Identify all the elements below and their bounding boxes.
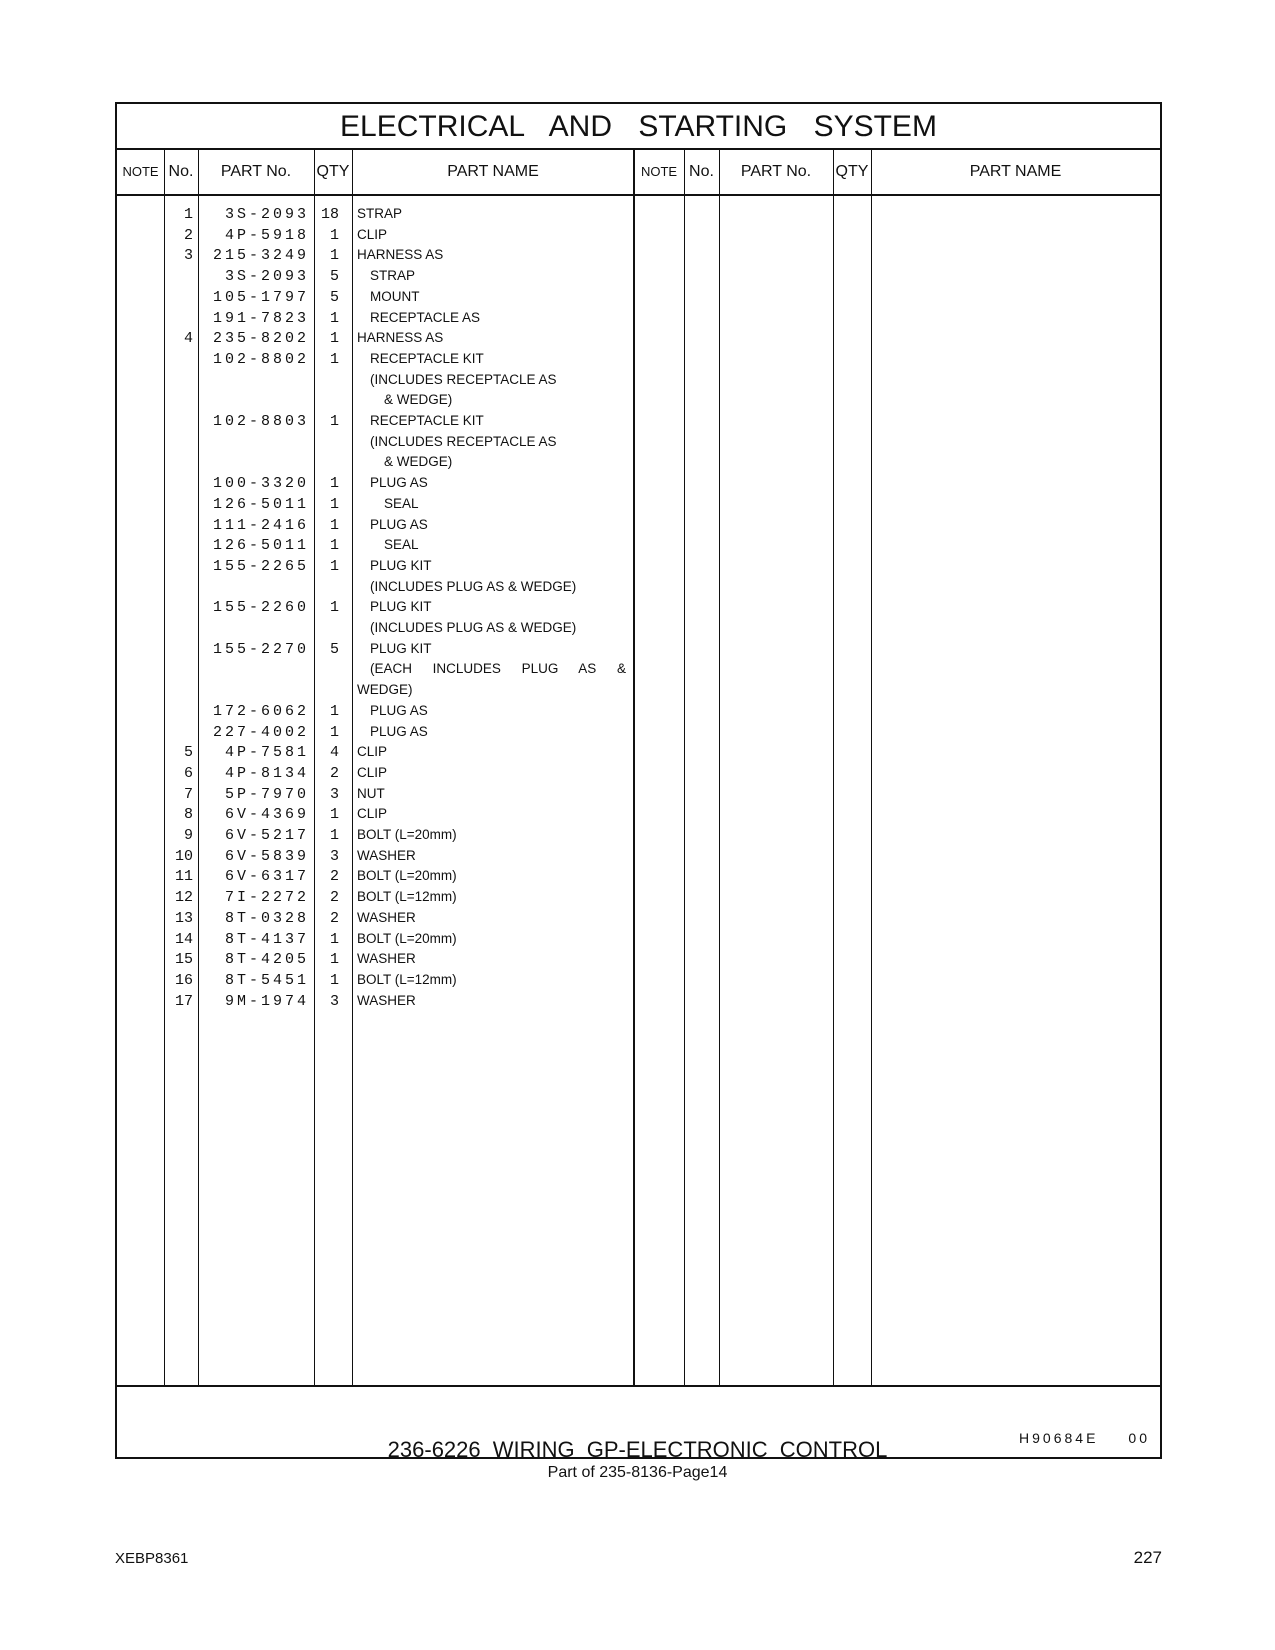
item-number: 15 <box>174 951 193 969</box>
item-number: 10 <box>174 847 193 865</box>
item-number: 3 <box>183 247 193 265</box>
item-number: 12 <box>174 889 193 907</box>
quantity: 1 <box>329 930 339 948</box>
part-number: 3S-2093 <box>224 268 309 286</box>
quantity: 2 <box>329 764 339 782</box>
part-name: NUT <box>357 785 385 801</box>
quantity: 1 <box>329 495 339 513</box>
part-name: PLUG AS <box>370 723 428 739</box>
quantity: 2 <box>329 889 339 907</box>
header-no: No. <box>168 163 194 180</box>
part-name: & WEDGE) <box>384 392 453 408</box>
part-name: CLIP <box>357 806 388 822</box>
part-number: 126-5011 <box>212 495 309 513</box>
quantity: 1 <box>329 475 339 493</box>
part-number: 155-2265 <box>212 557 309 575</box>
quantity: 2 <box>329 868 339 886</box>
part-number: 227-4002 <box>212 723 309 741</box>
part-name: (EACH INCLUDES PLUG AS & <box>370 661 626 677</box>
quantity: 1 <box>329 247 339 265</box>
part-name: PLUG AS <box>370 516 428 532</box>
group-caption-subtitle: Part of 235-8136-Page14 <box>547 1464 728 1481</box>
column-divider <box>352 150 353 1385</box>
part-name: CLIP <box>357 744 388 760</box>
part-number: 155-2260 <box>212 599 309 617</box>
quantity: 1 <box>329 413 339 430</box>
column-divider <box>198 150 199 1385</box>
part-number: 6V-4369 <box>224 806 309 824</box>
part-name: BOLT (L=20mm) <box>357 930 457 946</box>
part-number: 100-3320 <box>212 475 309 493</box>
item-number: 7 <box>183 785 193 803</box>
quantity: 1 <box>329 702 339 720</box>
part-number: 102-8803 <box>212 413 309 430</box>
item-number: 9 <box>183 827 193 844</box>
quantity: 1 <box>329 330 339 348</box>
column-divider <box>833 150 834 1385</box>
quantity: 1 <box>329 537 339 555</box>
quantity: 18 <box>320 206 339 223</box>
quantity: 2 <box>329 909 339 927</box>
item-number: 8 <box>183 806 193 824</box>
part-number: 8T-4205 <box>224 951 309 969</box>
part-number: 5P-7970 <box>224 785 309 803</box>
part-number: 6V-5839 <box>224 847 309 865</box>
part-name: RECEPTACLE KIT <box>370 413 484 428</box>
part-number: 215-3249 <box>212 247 309 265</box>
part-name: WASHER <box>357 992 416 1008</box>
header-part-name: PART NAME <box>447 163 539 180</box>
part-name: WEDGE) <box>357 682 413 698</box>
part-name: PLUG AS <box>370 475 428 491</box>
item-number: 1 <box>183 206 193 223</box>
column-divider <box>719 150 720 1385</box>
part-number: 9M-1974 <box>224 992 309 1010</box>
part-name: RECEPTACLE KIT <box>370 350 484 366</box>
item-number: 6 <box>183 764 193 782</box>
part-number: 126-5011 <box>212 537 309 555</box>
header-qty: QTY <box>316 163 350 180</box>
part-number: 4P-7581 <box>224 744 309 762</box>
part-name: PLUG AS <box>370 702 428 718</box>
item-number: 17 <box>174 992 193 1010</box>
header-part-no: PART No. <box>220 163 292 180</box>
part-name: BOLT (L=12mm) <box>357 971 457 987</box>
part-name: HARNESS AS <box>357 247 444 263</box>
part-number: 111-2416 <box>212 516 309 534</box>
part-name: WASHER <box>357 847 416 863</box>
quantity: 1 <box>329 226 339 244</box>
part-number: 235-8202 <box>212 330 309 348</box>
item-number: 5 <box>183 744 193 762</box>
quantity: 5 <box>329 288 339 306</box>
part-number: 105-1797 <box>212 288 309 306</box>
part-name: RECEPTACLE AS <box>370 309 481 325</box>
parts-table-frame <box>115 102 1162 1459</box>
quantity: 1 <box>329 971 339 989</box>
item-number: 2 <box>183 226 193 244</box>
part-number: 4P-8134 <box>224 764 309 782</box>
quantity: 3 <box>329 847 339 865</box>
part-name: MOUNT <box>370 288 420 304</box>
item-number: 13 <box>174 909 193 927</box>
part-name: PLUG KIT <box>370 640 432 656</box>
part-name: (INCLUDES RECEPTACLE AS <box>370 433 557 449</box>
part-name: PLUG KIT <box>370 599 432 615</box>
part-name: BOLT (L=12mm) <box>357 889 457 905</box>
quantity: 1 <box>329 827 339 844</box>
table-bottom-divider <box>117 1385 1160 1387</box>
part-name: WASHER <box>357 909 416 925</box>
document-id: XEBP8361 <box>115 1550 189 1567</box>
item-number: 4 <box>183 330 193 348</box>
part-number: 8T-5451 <box>224 971 309 989</box>
illustration-code-rev: 00 <box>1128 1430 1150 1446</box>
part-number: 8T-4137 <box>224 930 309 948</box>
part-name: (INCLUDES PLUG AS & WEDGE) <box>370 620 577 635</box>
quantity: 1 <box>329 599 339 617</box>
part-number: 102-8802 <box>212 350 309 368</box>
quantity: 5 <box>329 640 339 658</box>
quantity: 1 <box>329 516 339 534</box>
quantity: 1 <box>329 951 339 969</box>
quantity: 3 <box>329 785 339 803</box>
part-name: BOLT (L=20mm) <box>357 827 457 842</box>
column-divider <box>871 150 872 1385</box>
header-note: NOTE <box>122 164 159 179</box>
part-name: & WEDGE) <box>384 454 453 470</box>
header-note-right: NOTE <box>640 164 678 179</box>
quantity: 5 <box>329 268 339 286</box>
part-name: CLIP <box>357 764 388 780</box>
page-number: 227 <box>1133 1548 1162 1567</box>
quantity: 3 <box>329 992 339 1010</box>
part-number: 7I-2272 <box>224 889 309 907</box>
part-name: STRAP <box>370 268 416 284</box>
part-name: (INCLUDES RECEPTACLE AS <box>370 371 557 387</box>
illustration-code-number: H90684E <box>1019 1430 1099 1446</box>
header-qty-right: QTY <box>835 163 869 180</box>
part-number: 8T-0328 <box>224 909 309 927</box>
section-title: ELECTRICAL AND STARTING SYSTEM <box>117 104 1160 150</box>
part-number: 6V-5217 <box>224 827 309 844</box>
part-number: 191-7823 <box>212 309 309 327</box>
part-name: CLIP <box>357 226 388 242</box>
part-number: 4P-5918 <box>224 226 309 244</box>
group-caption-title: 236-6226 WIRING GP-ELECTRONIC CONTROL <box>387 1437 888 1462</box>
column-divider <box>684 150 685 1385</box>
header-part-no-right: PART No. <box>740 163 812 180</box>
header-no-right: No. <box>689 163 714 180</box>
part-name: BOLT (L=20mm) <box>357 868 457 884</box>
part-name: WASHER <box>357 951 416 967</box>
table-header-row <box>117 150 1160 196</box>
quantity: 4 <box>329 744 339 762</box>
item-number: 14 <box>174 930 193 948</box>
part-number: 155-2270 <box>212 640 309 658</box>
part-name: SEAL <box>384 495 419 511</box>
part-number: 3S-2093 <box>224 206 309 223</box>
item-number: 16 <box>174 971 193 989</box>
item-number: 11 <box>174 868 193 886</box>
part-name: SEAL <box>384 537 419 553</box>
quantity: 1 <box>329 723 339 741</box>
quantity: 1 <box>329 557 339 575</box>
part-name: PLUG KIT <box>370 557 432 573</box>
quantity: 1 <box>329 806 339 824</box>
part-number: 6V-6317 <box>224 868 309 886</box>
part-name: STRAP <box>357 206 403 221</box>
quantity: 1 <box>329 350 339 368</box>
part-name: HARNESS AS <box>357 330 444 346</box>
quantity: 1 <box>329 309 339 327</box>
part-number: 172-6062 <box>212 702 309 720</box>
part-name: (INCLUDES PLUG AS & WEDGE) <box>370 578 577 594</box>
column-divider-center <box>633 150 635 1385</box>
header-part-name-right: PART NAME <box>969 163 1062 180</box>
